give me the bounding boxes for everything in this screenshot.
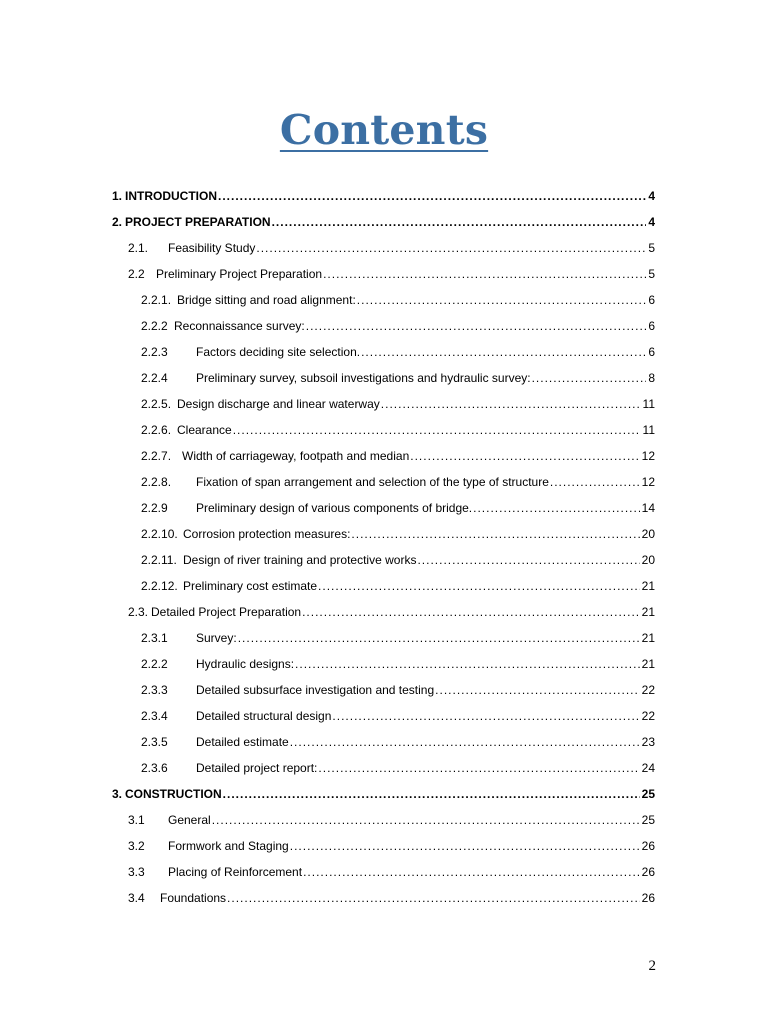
toc-entry-page: 12 bbox=[641, 449, 655, 463]
toc-entry-page: 21 bbox=[641, 631, 655, 645]
toc-entry-title: Bridge sitting and road alignment: bbox=[177, 293, 356, 307]
toc-entry-page: 21 bbox=[641, 605, 655, 619]
toc-leader bbox=[532, 367, 647, 389]
toc-entry-page: 11 bbox=[642, 397, 655, 411]
toc-leader bbox=[410, 445, 639, 467]
toc-entry-title: Placing of Reinforcement bbox=[168, 865, 303, 879]
toc-leader bbox=[435, 679, 639, 701]
toc-entry-page: 26 bbox=[641, 865, 655, 879]
toc-entry-number: 2.3.6 bbox=[141, 761, 168, 775]
toc-entry-page: 12 bbox=[641, 475, 655, 489]
toc-leader bbox=[550, 471, 640, 493]
toc-entry-number: 2.1. bbox=[128, 241, 149, 255]
toc-entry-foundations[interactable] bbox=[128, 887, 655, 909]
toc-entry-page: 20 bbox=[641, 527, 655, 541]
toc-entry-title: Design discharge and linear waterway bbox=[177, 397, 380, 411]
toc-entry-title: Factors deciding site selection. bbox=[196, 345, 361, 359]
toc-entry-river-training[interactable] bbox=[141, 549, 655, 571]
toc-leader bbox=[302, 601, 640, 623]
toc-leader bbox=[256, 237, 646, 259]
toc-entry-subsurface-investigation[interactable] bbox=[141, 679, 655, 701]
toc-entry-title: Detailed subsurface investigation and testing bbox=[196, 683, 435, 697]
toc-leader bbox=[318, 575, 640, 597]
toc-leader bbox=[238, 627, 640, 649]
toc-leader bbox=[417, 549, 639, 571]
toc-leader bbox=[357, 289, 647, 311]
toc-leader bbox=[381, 393, 641, 415]
toc-entry-title: Design of river training and protective works bbox=[183, 553, 417, 567]
toc-entry-preliminary-cost[interactable] bbox=[141, 575, 655, 597]
toc-leader bbox=[323, 263, 646, 285]
toc-entry-title: Hydraulic designs: bbox=[196, 657, 295, 671]
toc-entry-title: Reconnaissance survey: bbox=[174, 319, 305, 333]
toc-entry-page: 25 bbox=[641, 813, 655, 827]
toc-entry-title: Width of carriageway, footpath and median bbox=[182, 449, 410, 463]
toc-entry-number: 2.2.11. bbox=[141, 553, 177, 567]
toc-entry-page: 22 bbox=[641, 709, 655, 723]
toc-entry-title: Preliminary cost estimate bbox=[183, 579, 318, 593]
toc-leader bbox=[303, 861, 640, 883]
toc-entry-introduction[interactable] bbox=[112, 185, 655, 207]
toc-entry-number: 2.3.5 bbox=[141, 735, 168, 749]
toc-entry-placing-reinforcement[interactable] bbox=[128, 861, 655, 883]
toc-leader bbox=[290, 835, 640, 857]
toc-entry-detailed-estimate[interactable] bbox=[141, 731, 655, 753]
toc-entry-preliminary-project-preparation[interactable] bbox=[128, 263, 655, 285]
toc-entry-hydraulic-designs[interactable] bbox=[141, 653, 655, 675]
toc-entry-factors-site-selection[interactable] bbox=[141, 341, 655, 363]
toc-entry-title: Detailed structural design bbox=[196, 709, 332, 723]
toc-entry-title: Survey: bbox=[196, 631, 237, 645]
toc-entry-bridge-sitting[interactable] bbox=[141, 289, 655, 311]
toc-entry-title: Corrosion protection measures: bbox=[183, 527, 351, 541]
toc-leader bbox=[306, 315, 647, 337]
toc-entry-page: 21 bbox=[641, 579, 655, 593]
toc-entry-number: 2.2.2 bbox=[141, 657, 168, 671]
toc-entry-page: 6 bbox=[648, 345, 655, 359]
toc-leader bbox=[218, 185, 646, 207]
page-title: Contents bbox=[279, 106, 489, 154]
toc-entry-number: 2.2.5. bbox=[141, 397, 172, 411]
page-number: 2 bbox=[648, 958, 656, 974]
toc-entry-number: 2.2 bbox=[128, 267, 145, 281]
toc-entry-title: Preliminary design of various components of bridge. bbox=[196, 501, 473, 515]
toc-entry-number: 2.3. bbox=[128, 605, 149, 619]
toc-leader bbox=[227, 887, 640, 909]
toc-entry-number: 2.2.7. bbox=[141, 449, 172, 463]
toc-entry-title: PROJECT PREPARATION bbox=[125, 215, 271, 229]
toc-entry-number: 2.2.6. bbox=[141, 423, 172, 437]
toc-entry-number: 2.3.1 bbox=[141, 631, 168, 645]
toc-entry-number: 3.3 bbox=[128, 865, 145, 879]
toc-entry-number: 2.2.10. bbox=[141, 527, 178, 541]
toc-entry-formwork-staging[interactable] bbox=[128, 835, 655, 857]
toc-entry-page: 26 bbox=[641, 891, 655, 905]
toc-entry-title: Feasibility Study bbox=[168, 241, 256, 255]
toc-entry-number: 3.1 bbox=[128, 813, 145, 827]
toc-entry-title: CONSTRUCTION bbox=[125, 787, 222, 801]
toc-entry-corrosion-protection[interactable] bbox=[141, 523, 655, 545]
toc-entry-feasibility-study[interactable] bbox=[128, 237, 655, 259]
toc-entry-span-arrangement[interactable] bbox=[141, 471, 655, 493]
toc-entry-number: 2.2.3 bbox=[141, 345, 168, 359]
toc-entry-preliminary-survey[interactable] bbox=[141, 367, 655, 389]
toc-entry-title: Preliminary survey, subsoil investigations and hydraulic survey: bbox=[196, 371, 531, 385]
toc-entry-page: 5 bbox=[648, 241, 655, 255]
toc-entry-page: 4 bbox=[648, 215, 655, 229]
toc-entry-title: Fixation of span arrangement and selection of the type of structure bbox=[196, 475, 549, 489]
toc-leader bbox=[351, 523, 639, 545]
toc-entry-number: 2.2.1. bbox=[141, 293, 172, 307]
toc-leader bbox=[290, 731, 640, 753]
toc-entry-number: 2.2.9 bbox=[141, 501, 168, 515]
toc-entry-page: 22 bbox=[641, 683, 655, 697]
toc-entry-number: 2.3.3 bbox=[141, 683, 168, 697]
toc-entry-reconnaissance-survey[interactable] bbox=[141, 315, 655, 337]
toc-entry-survey[interactable] bbox=[141, 627, 655, 649]
toc-entry-title: Clearance bbox=[177, 423, 232, 437]
toc-entry-number: 3. bbox=[112, 787, 123, 801]
toc-entry-number: 2.3.4 bbox=[141, 709, 168, 723]
toc-entry-page: 21 bbox=[641, 657, 655, 671]
toc-entry-general[interactable] bbox=[128, 809, 655, 831]
toc-leader bbox=[473, 497, 640, 519]
toc-entry-number: 2.2.2 bbox=[141, 319, 168, 333]
toc-entry-detailed-project-preparation[interactable] bbox=[128, 601, 655, 623]
toc-entry-page: 23 bbox=[641, 735, 655, 749]
toc-entry-page: 11 bbox=[642, 423, 655, 437]
toc-entry-detailed-project-report[interactable] bbox=[141, 757, 655, 779]
toc-leader bbox=[223, 783, 640, 805]
toc-entry-page: 24 bbox=[641, 761, 655, 775]
toc-entry-width-carriageway[interactable] bbox=[141, 445, 655, 467]
toc-leader bbox=[318, 757, 639, 779]
toc-entry-title: Foundations bbox=[160, 891, 227, 905]
toc-entry-page: 6 bbox=[648, 293, 655, 307]
toc-entry-title: Detailed project report: bbox=[196, 761, 318, 775]
toc-entry-number: 1. bbox=[112, 189, 123, 203]
toc-leader bbox=[233, 419, 641, 441]
toc-entry-title: Formwork and Staging bbox=[168, 839, 289, 853]
toc-entry-preliminary-design[interactable] bbox=[141, 497, 655, 519]
toc-leader bbox=[295, 653, 640, 675]
toc-leader bbox=[272, 211, 647, 233]
toc-entry-construction[interactable] bbox=[112, 783, 655, 805]
toc-entry-number: 2. bbox=[112, 215, 123, 229]
toc-entry-title: Detailed estimate bbox=[196, 735, 289, 749]
toc-entry-structural-design[interactable] bbox=[141, 705, 655, 727]
toc-entry-page: 8 bbox=[648, 371, 655, 385]
toc-entry-number: 2.2.12. bbox=[141, 579, 178, 593]
toc-entry-project-preparation[interactable] bbox=[112, 211, 655, 233]
toc-entry-page: 14 bbox=[641, 501, 655, 515]
toc-entry-design-discharge[interactable] bbox=[141, 393, 655, 415]
toc-entry-title: General bbox=[168, 813, 211, 827]
toc-entry-page: 26 bbox=[641, 839, 655, 853]
toc-entry-title: Detailed Project Preparation bbox=[151, 605, 302, 619]
toc-leader bbox=[361, 341, 646, 363]
toc-entry-title: Preliminary Project Preparation bbox=[156, 267, 323, 281]
toc-entry-clearance[interactable] bbox=[141, 419, 655, 441]
toc-entry-page: 25 bbox=[641, 787, 655, 801]
toc-entry-page: 6 bbox=[648, 319, 655, 333]
toc-leader bbox=[332, 705, 639, 727]
toc-entry-number: 3.2 bbox=[128, 839, 145, 853]
toc-entry-number: 2.2.8. bbox=[141, 475, 172, 489]
toc-leader bbox=[212, 809, 640, 831]
toc-entry-page: 5 bbox=[648, 267, 655, 281]
toc-entry-page: 20 bbox=[641, 553, 655, 567]
toc-entry-title: INTRODUCTION bbox=[125, 189, 217, 203]
toc-entry-number: 2.2.4 bbox=[141, 371, 168, 385]
toc-entry-number: 3.4 bbox=[128, 891, 145, 905]
toc-entry-page: 4 bbox=[648, 189, 655, 203]
